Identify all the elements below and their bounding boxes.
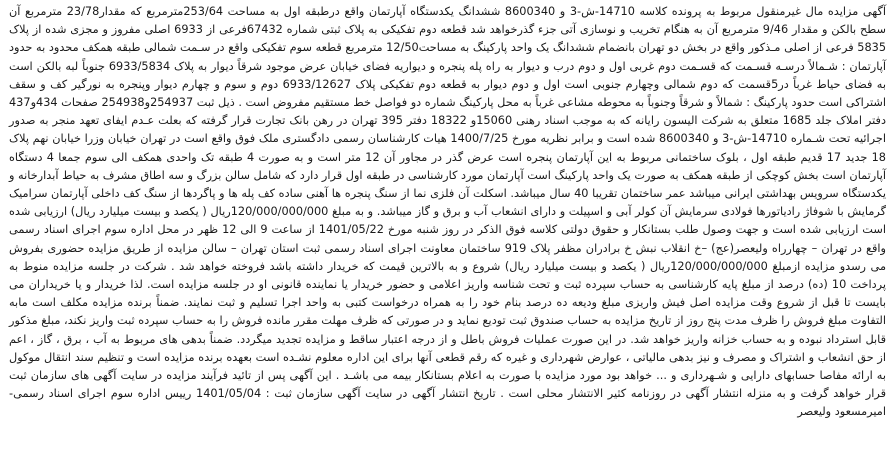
auction-notice-text: آگهی مزایده مال غیرمنقول مربوط به پرونده کلاسه 14710-ش-3 و 8600340 ششدانگ یکدستگاه آپارتمان واقع درطبقه اول به مساحت 253/64مترمربع که مقدار23/78 مترمربع آن سطح بالکن و مقدار 9/46 مترمربع آن به هنگام تخریب و نوسازی آتی جزء گذرخواهد شد قطعه دوم تفکیکی به پلاک ثبتی شماره 67432فرعی از 6933 اصلی مفروز و مجزی شده از پلاک 5835 فرعی از اصلی مـذکور واقع در بخش دو تهران بانضمام ششدانگ یک واحد پارکینگ به مساحت12/50 مترمربع قطعه سوم تفکیکی واقع در سـمت شمالی طبقه همکف محدود به حدود آپارتمان : شـمالاً درسـه قسـمت که قسـمت دوم غربی اول و دوم درب و دیوار به راه پله پنجره و دیواریه فضای خیابان عرض موجود شرقاً دیوار به پلاک 6933/5834 جنوباً لبه بالکن است به فضای حیاط غرباً در5قسمت که دوم شمالی وچهارم جنوبی است اول و دوم دیوار به قطعه دوم تفکیکی پلاک 6933/12627 دوم و سوم و چهارم دیوار وپنجره به نورگیر کف و سقف اشتراکی است حدود پارکینگ : شمالاً و شرقاً وجنوباً به محوطه مشاعی غرباً به محل پارکینگ شماره دو فواصل خط مستقیم مفروض است . ذیل ثبت 254937و254938 صفحات 434و437 دفتر املاک جلد 1685 متعلق به شرکت الیسون رایانه که به موجب اسناد رهنی 15060و 18322 دفتر 395 تهران در رهن بانک تجارت قرار گرفته که بعلت عـدم ایفای تعهد منجر به صدور اجرائیه تحت شـماره 14710-ش-3 و 8600340 شده است و برابر نظریه مورخ 1400/7/25 هیات کارشناسان رسمی دادگستری ملک فوق واقع است در تهران خیابان وزرا خیابان نهم پلاک 18 جدید 17 قدیم طبقه اول ، بلوک ساختمانی مربوط به این آپارتمان پنجره است عرض گذر در مجاور آن 12 متر است و به صورت 4 طبقه تک واحدی همکف الی سوم جمعا 4 دستگاه آپارتمان است بخش کوچکی از طبقه همکف به صورت یک واحد پارکینگ است آپارتمان مورد کارشناسی در طبقه اول قرار دارد که شامل سالن بزرگ و سه اطاق مشرف به حیاط آبدارخانه و یکدستگاه سرویس بهداشتی ایرانی میباشد عمر ساختمان تقریبا 40 سال میباشد. اسکلت آن فلزی نما از سنگ پنجره ها آهنی ساده کف پله ها و پاگردها از سنگ کف داخلی آپارتمان سرامیک گرمایش با شوفاژ رادیاتورها فولادی سرمایش آن کولر آبی و اسپیلت و دارای انشعاب آب و برق و گاز میباشد. و به مبلغ 120/000/000/000ریال ( یکصد و بیست میلیارد ریال) ارزیابی شده است ارزیابی شده است و جهت وصول طلب بستانکار و حقوق دولتی کلاسه فوق الذکر در روز شنبه مورخ 1401/05/22 از ساعت 9 الی 12 ظهر در محل اداره سوم اجرای اسناد رسمی واقع در تهران – چهارراه ولیعصر(عج) –خ انقلاب نبش خ برادران مظفر پلاک 919 ساختمان معاونت اجرای اسناد رسمی ثبت استان تهران – سالن مزایده از طریق مزایده حضوری بفروش می رسدو مزایده ازمبلغ 120/000/000/000ریال ( یکصد و بیست میلیارد ریال) شروع و به بالاترین قیمت که خریدار داشته باشد فروخته خواهد شد . شرکت در جلسه مزایده منوط به پرداخت 10 (ده) درصد از مبلغ پایه کارشناسی به حساب سپرده ثبت و تحت شناسه واریز اعلامی و حضور خریدار یا نماینده قانونی او در جلسه مزایده است. لذا خریدار و یا خریداران می بایست تا قبل از شروع وقت مزایده اصل فیش واریزی مبلغ ودیعه ده درصد بنام خود را به همراه درخواست کتبی به واحد اجرا تسلیم و ثبت نمایند. ضمناً برنده مزایده مکلف است مابه التفاوت مبلغ فروش را ظرف مدت پنج روز از تاریخ مزایده به حساب صندوق ثبت تودیع نماید و در صورتی که ظرف مهلت مقرر مانده فروش را به حساب سپرده ثبت واریز نکند، مبلغ مذکور قابل استرداد نبوده و به حساب خزانه واریز خواهد شد. در این صورت عملیات فروش باطل و از درجه اعتبار ساقط و مزایده تجدید میگردد. ضمناً بدهی های مربوط به آب ، برق ، گاز ، اعم از حق انشعاب و اشتراک و مصرف و نیز بدهی مالیاتی ، عوارض شهرداری و غیره که رقم قطعی آنها برای این اداره معلوم نشـده است بعهده برنده مزایده است و تنظیم سند انتقال موکول به ارائه مفاصا حسابهای دارایی و شـهرداری و ... خواهد بود مورد مزایده با صورت به اعلام بستانکار بیمه می باشـد . این آگهی پس از تائید فرآیند مزایده در سایت آگهی های سازمان ثبت قرار خواهد گرفت و به منزله انتشار آگهی در روزنامه کثیر الانتشار محلی است . تاریخ انتشار آگهی در سایت آگهی سازمان ثبت : 1401/05/04 رییس اداره سوم اجرای اسناد رسمی- امیرمسعود ولیعصر <box>9 5 887 419</box>
